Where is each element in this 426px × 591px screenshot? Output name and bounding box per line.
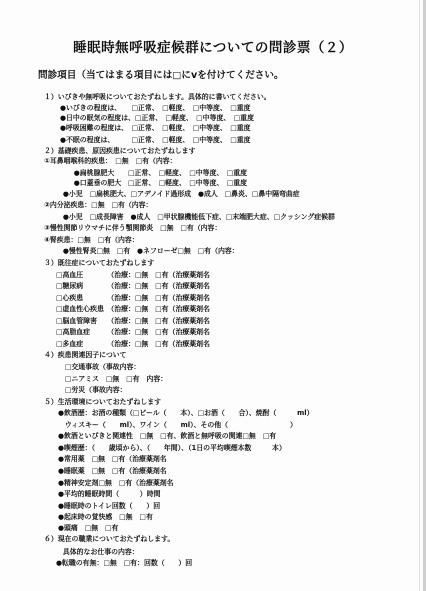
question-line: ●精神安定剤□無 □有（治療薬剤名 <box>58 479 174 487</box>
question-line: □労災（事故内容： <box>58 386 127 394</box>
question-line: ５）生活環境についておたずねします <box>44 398 162 406</box>
question-line: ●いびきの程度は、 □正常、 □軽度、 □中等度、 □重度 <box>60 104 251 112</box>
question-line: □心疾患 （治療：□無 □有（治療薬剤名 <box>56 294 210 302</box>
question-line: ●頭痛 □無 □有 <box>58 524 119 532</box>
question-line: ●小児 □成長障害 ●成人 □甲状腺機能低下症、□末端肥大症、□クッシング症候群 <box>56 213 335 221</box>
page-title: 睡眠時無呼吸症候群についての問診票（２） <box>73 40 353 56</box>
question-line: ●慢性腎炎□無 □有 ●ネフローゼ□無 □有（内容： <box>56 247 239 255</box>
question-line: ●飲酒歴：お酒の種類（□ビール（ 本）、□お酒（ 合）、焼酎（ ml） <box>58 409 314 417</box>
question-line: ●飲酒といびきと関連性 □無 □有、飲酒と無呼吸の関連□無 □有 <box>58 432 277 440</box>
question-line: □交通事故（事故内容： <box>58 363 141 371</box>
question-line: □虚血性心疾患 （治療：□無 □有（治療薬剤名 <box>56 305 210 313</box>
question-line: ①耳鼻咽喉科的疾患： □無 □有（内容： <box>44 157 177 165</box>
question-line: ６）現在の職業についておたずねします。 <box>44 535 175 543</box>
instructions: 問診項目（当てはまる項目には□にvを付けてください。 <box>38 70 284 81</box>
question-line: ウィスキー（ ml）、ワイン（ ml）、その他（ ） <box>58 421 297 429</box>
question-line: ●起床時の覚快感 □無 □有 <box>58 513 153 521</box>
question-line: ４）疾患関連因子について <box>44 351 127 359</box>
question-line: ●扁桃腺肥大 □正常、 □軽度、 □中等度、 □重度 <box>60 169 248 177</box>
question-line: □高脂血症 （治療：□無 □有（治療薬剤名 <box>56 328 210 336</box>
question-line: ●日中の眠気の程度は、□正常、 □軽度、 □中等度、 □重度 <box>60 114 254 122</box>
question-line: ●睡眠時のトイレ回数（ ）回 <box>58 502 161 510</box>
question-line: □高血圧 （治療：□無 □有（治療薬剤名 <box>56 271 210 279</box>
question-line: ３）既往症についておたずねします <box>44 259 155 267</box>
question-line: ●喫煙歴：（ 歳頃から）、（ 年間）、（1日の平均喫煙本数 本） <box>58 444 286 452</box>
question-line: ２）基礎疾患、原因疾患についておたずねします <box>44 147 196 155</box>
question-line: ●睡眠薬 □無 □有（治療薬剤名 <box>58 467 167 475</box>
question-line: ●不眠の程度は、 □正常、 □軽度、 □中等度、 □重度 <box>60 136 251 144</box>
question-line: ●常用薬 □無 □有（治療薬剤名 <box>58 455 167 463</box>
question-line: □脳血管障害 （治療：□無 □有（治療薬剤名 <box>56 317 210 325</box>
scan-edge-line <box>419 0 420 591</box>
question-line: 具体的なお仕事の内容： <box>56 548 139 556</box>
question-line: ●平均的睡眠時間（ ）時間 <box>58 490 161 498</box>
question-line: １）いびきや無呼吸についておたずねします。具体的に書いてください。 <box>44 93 271 101</box>
question-line: □ニアミス □無 □有 内容： <box>58 375 168 383</box>
question-line: ●口蓋垂の肥大 □正常、 □軽度、 □中等度、 □重度 <box>60 179 248 187</box>
question-line: ④腎疾患：□無 □有（内容： <box>44 236 139 244</box>
question-line: □糖尿病 （治療：□無 □有（治療薬剤名 <box>56 282 210 290</box>
question-line: ②内分泌疾患：□無 □有（内容： <box>44 201 153 209</box>
question-line: ●転職の有無：□無 □有：回数（ ）回 <box>56 559 193 567</box>
question-line: ③慢性関節リウマチに伴う顎関節炎 □無 □有（内容： <box>44 224 222 232</box>
question-line: □多血症 （治療：□無 □有（治療薬剤名 <box>56 340 210 348</box>
question-line: ●呼吸困難の程度は、 □正常、 □軽度、 □中等度、 □重度 <box>60 124 251 132</box>
question-line: ●小児 □扁桃肥大、□アデノイド過形成 ●成人 □鼻炎、□鼻中隔弯曲症 <box>56 190 300 198</box>
